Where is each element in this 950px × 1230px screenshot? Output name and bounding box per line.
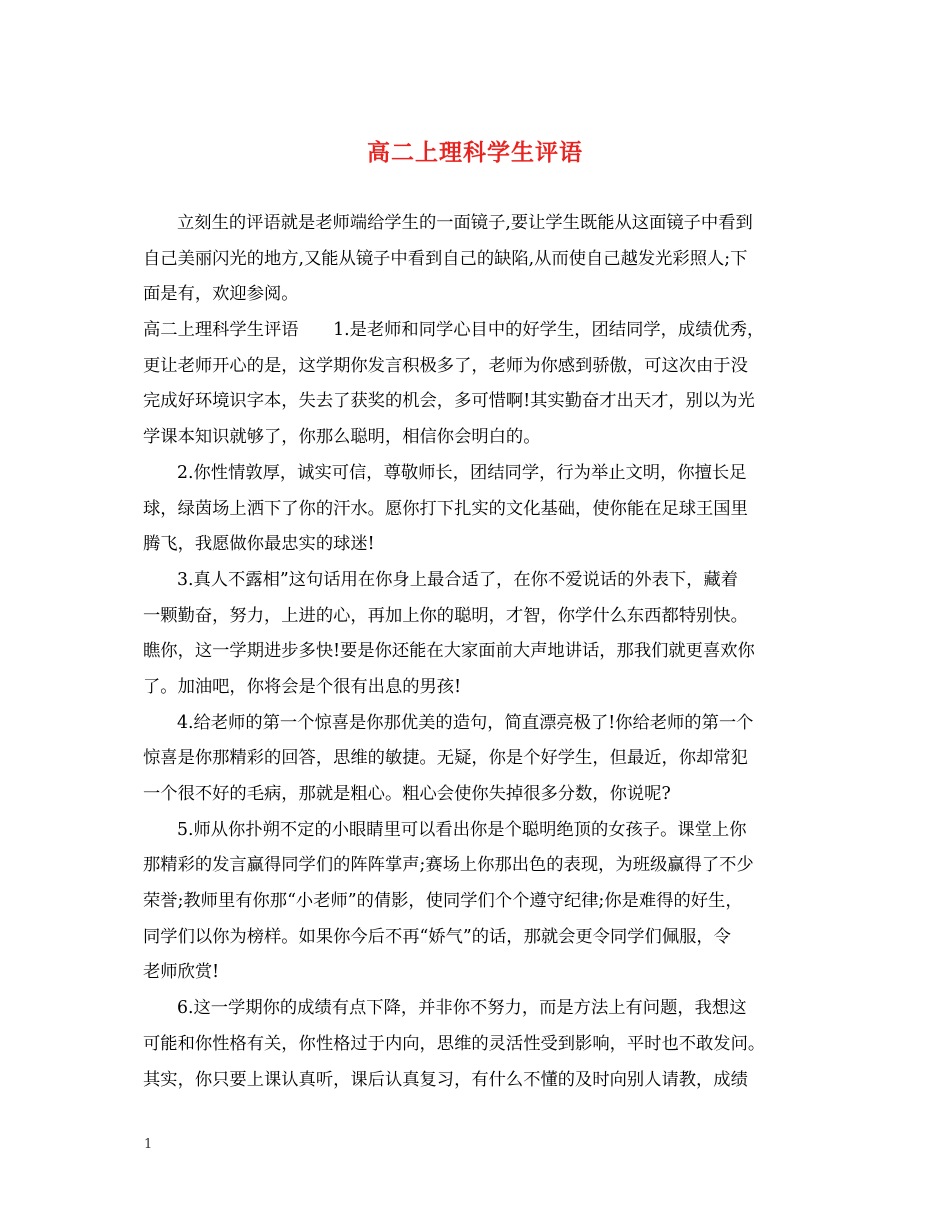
body-line: 瞧你，这一学期进步多快!要是你还能在大家面前大声地讲话，那我们就更喜欢你 (143, 641, 755, 662)
body-line: 球，绿茵场上洒下了你的汗水。愿你打下扎实的文化基础，使你能在足球王国里 (143, 498, 748, 519)
body-line: 自己美丽闪光的地方,又能从镜子中看到自己的缺陷,从而使自己越发光彩照人;下 (143, 248, 748, 269)
body-line: 腾飞，我愿做你最忠实的球迷! (143, 534, 375, 555)
body-line: 同学们以你为榜样。如果你今后不再“娇气”的话，那就会更令同学们佩服，令 (143, 926, 731, 947)
body-line: 更让老师开心的是，这学期你发言积极多了，老师为你感到骄傲，可这次由于没 (143, 355, 748, 376)
body-line: 老师欣赏! (143, 962, 220, 983)
body-line: 高二上理科学生评语 1.是老师和同学心目中的好学生，团结同学，成绩优秀， (143, 320, 765, 341)
body-line: 那精彩的发言赢得同学们的阵阵掌声;赛场上你那出色的表现，为班级赢得了不少 (143, 855, 754, 876)
body-line: 一颗勤奋，努力，上进的心，再加上你的聪明，才智，你学什么东西都特别快。 (143, 605, 748, 626)
body-line: 6.这一学期你的成绩有点下降，并非你不努力，而是方法上有问题，我想这 (177, 998, 747, 1019)
body-line: 立刻生的评语就是老师端给学生的一面镜子,要让学生既能从这面镜子中看到 (177, 213, 753, 233)
body-line: 完成好环境识字本，失去了获奖的机会，多可惜啊!其实勤奋才出天才，别以为光 (143, 391, 755, 412)
body-line: 了。加油吧，你将会是个很有出息的男孩! (143, 676, 462, 697)
body-line: 面是有，欢迎参阅。 (143, 284, 299, 305)
body-line: 其实，你只要上课认真听，课后认真复习，有什么不懂的及时向别人请教，成绩 (143, 1069, 748, 1090)
body-line: 惊喜是你那精彩的回答，思维的敏捷。无疑，你是个好学生，但最近，你却常犯 (143, 748, 748, 769)
body-line: 荣誉;教师里有你那“小老师”的倩影，使同学们个个遵守纪律;你是难得的好生， (143, 891, 743, 912)
page-number: 1 (144, 1137, 153, 1152)
body-line: 可能和你性格有关，你性格过于内向，思维的灵活性受到影响，平时也不敢发问。 (143, 1033, 766, 1054)
document-body (143, 206, 823, 1098)
body-line: 学课本知识就够了，你那么聪明，相信你会明白的。 (143, 427, 541, 448)
body-line: 5.师从你扑朔不定的小眼睛里可以看出你是个聪明绝顶的女孩子。课堂上你 (177, 819, 747, 840)
body-line: 2.你性情敦厚，诚实可信，尊敬师长，团结同学，行为举止文明，你擅长足 (177, 462, 747, 483)
body-line: 一个很不好的毛病，那就是粗心。粗心会使你失掉很多分数，你说呢? (143, 784, 671, 804)
body-line: 4.给老师的第一个惊喜是你那优美的造句，简直漂亮极了!你给老师的第一个 (177, 712, 754, 733)
document-title: 高二上理科学生评语 (367, 139, 583, 166)
body-line: 3.真人不露相”这句话用在你身上最合适了，在你不爱说话的外表下，藏着 (177, 569, 739, 590)
